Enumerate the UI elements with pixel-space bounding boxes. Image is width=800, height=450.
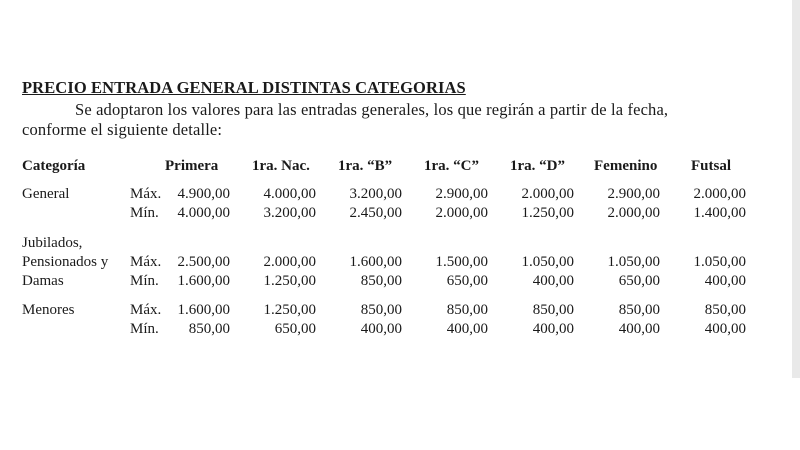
price-cell: 2.000,00: [435, 205, 488, 221]
header-1ra-d: 1ra. “D”: [510, 158, 565, 174]
row-prefix: Mín.: [130, 273, 159, 289]
row-prefix: Máx.: [130, 186, 162, 202]
price-cell: 3.200,00: [349, 186, 402, 202]
category-label: Menores: [22, 302, 75, 318]
price-cell: 1.600,00: [177, 302, 230, 318]
price-cell: 400,00: [532, 321, 574, 337]
document-title: PRECIO ENTRADA GENERAL DISTINTAS CATEGORIAS: [22, 78, 466, 97]
category-label: General: [22, 186, 70, 202]
price-cell: 4.000,00: [177, 205, 230, 221]
price-cell: 850,00: [704, 302, 746, 318]
price-cell: 850,00: [618, 302, 660, 318]
price-cell: 650,00: [618, 273, 660, 289]
price-cell: 2.000,00: [693, 186, 746, 202]
price-cell: 400,00: [360, 321, 402, 337]
price-cell: 400,00: [446, 321, 488, 337]
price-cell: 850,00: [188, 321, 230, 337]
intro-paragraph-line-1: Se adoptaron los valores para las entradas generales, los que regirán a partir de la fecha,: [75, 100, 669, 119]
price-cell: 1.500,00: [435, 254, 488, 270]
header-femenino: Femenino: [594, 158, 658, 174]
price-cell: 850,00: [360, 273, 402, 289]
price-cell: 1.600,00: [177, 273, 230, 289]
price-cell: 850,00: [360, 302, 402, 318]
row-prefix: Máx.: [130, 302, 162, 318]
price-cell: 400,00: [704, 321, 746, 337]
intro-paragraph-line-2: conforme el siguiente detalle:: [22, 120, 223, 139]
price-cell: 400,00: [532, 273, 574, 289]
row-prefix: Mín.: [130, 205, 159, 221]
header-categoria: Categoría: [22, 158, 86, 174]
header-1ra-nac: 1ra. Nac.: [252, 158, 310, 174]
price-cell: 1.050,00: [521, 254, 574, 270]
row-prefix: Mín.: [130, 321, 159, 337]
price-cell: 650,00: [446, 273, 488, 289]
price-cell: 400,00: [618, 321, 660, 337]
price-cell: 1.050,00: [693, 254, 746, 270]
price-cell: 2.000,00: [521, 186, 574, 202]
price-cell: 2.000,00: [263, 254, 316, 270]
price-cell: 1.600,00: [349, 254, 402, 270]
category-label: Damas: [22, 273, 64, 289]
page-edge: [792, 0, 800, 378]
price-cell: 1.400,00: [693, 205, 746, 221]
row-prefix: Máx.: [130, 254, 162, 270]
category-label: Pensionados y: [22, 254, 109, 270]
price-cell: 2.900,00: [435, 186, 488, 202]
price-cell: 1.250,00: [521, 205, 574, 221]
price-cell: 1.050,00: [607, 254, 660, 270]
price-cell: 3.200,00: [263, 205, 316, 221]
price-cell: 850,00: [446, 302, 488, 318]
price-cell: 4.000,00: [263, 186, 316, 202]
header-1ra-c: 1ra. “C”: [424, 158, 479, 174]
price-cell: 1.250,00: [263, 302, 316, 318]
price-cell: 2.500,00: [177, 254, 230, 270]
price-cell: 650,00: [274, 321, 316, 337]
price-cell: 400,00: [704, 273, 746, 289]
header-primera: Primera: [165, 158, 219, 174]
price-cell: 2.000,00: [607, 205, 660, 221]
price-cell: 850,00: [532, 302, 574, 318]
price-cell: 4.900,00: [177, 186, 230, 202]
header-futsal: Futsal: [691, 158, 732, 174]
price-cell: 1.250,00: [263, 273, 316, 289]
price-cell: 2.450,00: [349, 205, 402, 221]
header-1ra-b: 1ra. “B”: [338, 158, 393, 174]
category-label: Jubilados,: [22, 235, 83, 251]
price-cell: 2.900,00: [607, 186, 660, 202]
